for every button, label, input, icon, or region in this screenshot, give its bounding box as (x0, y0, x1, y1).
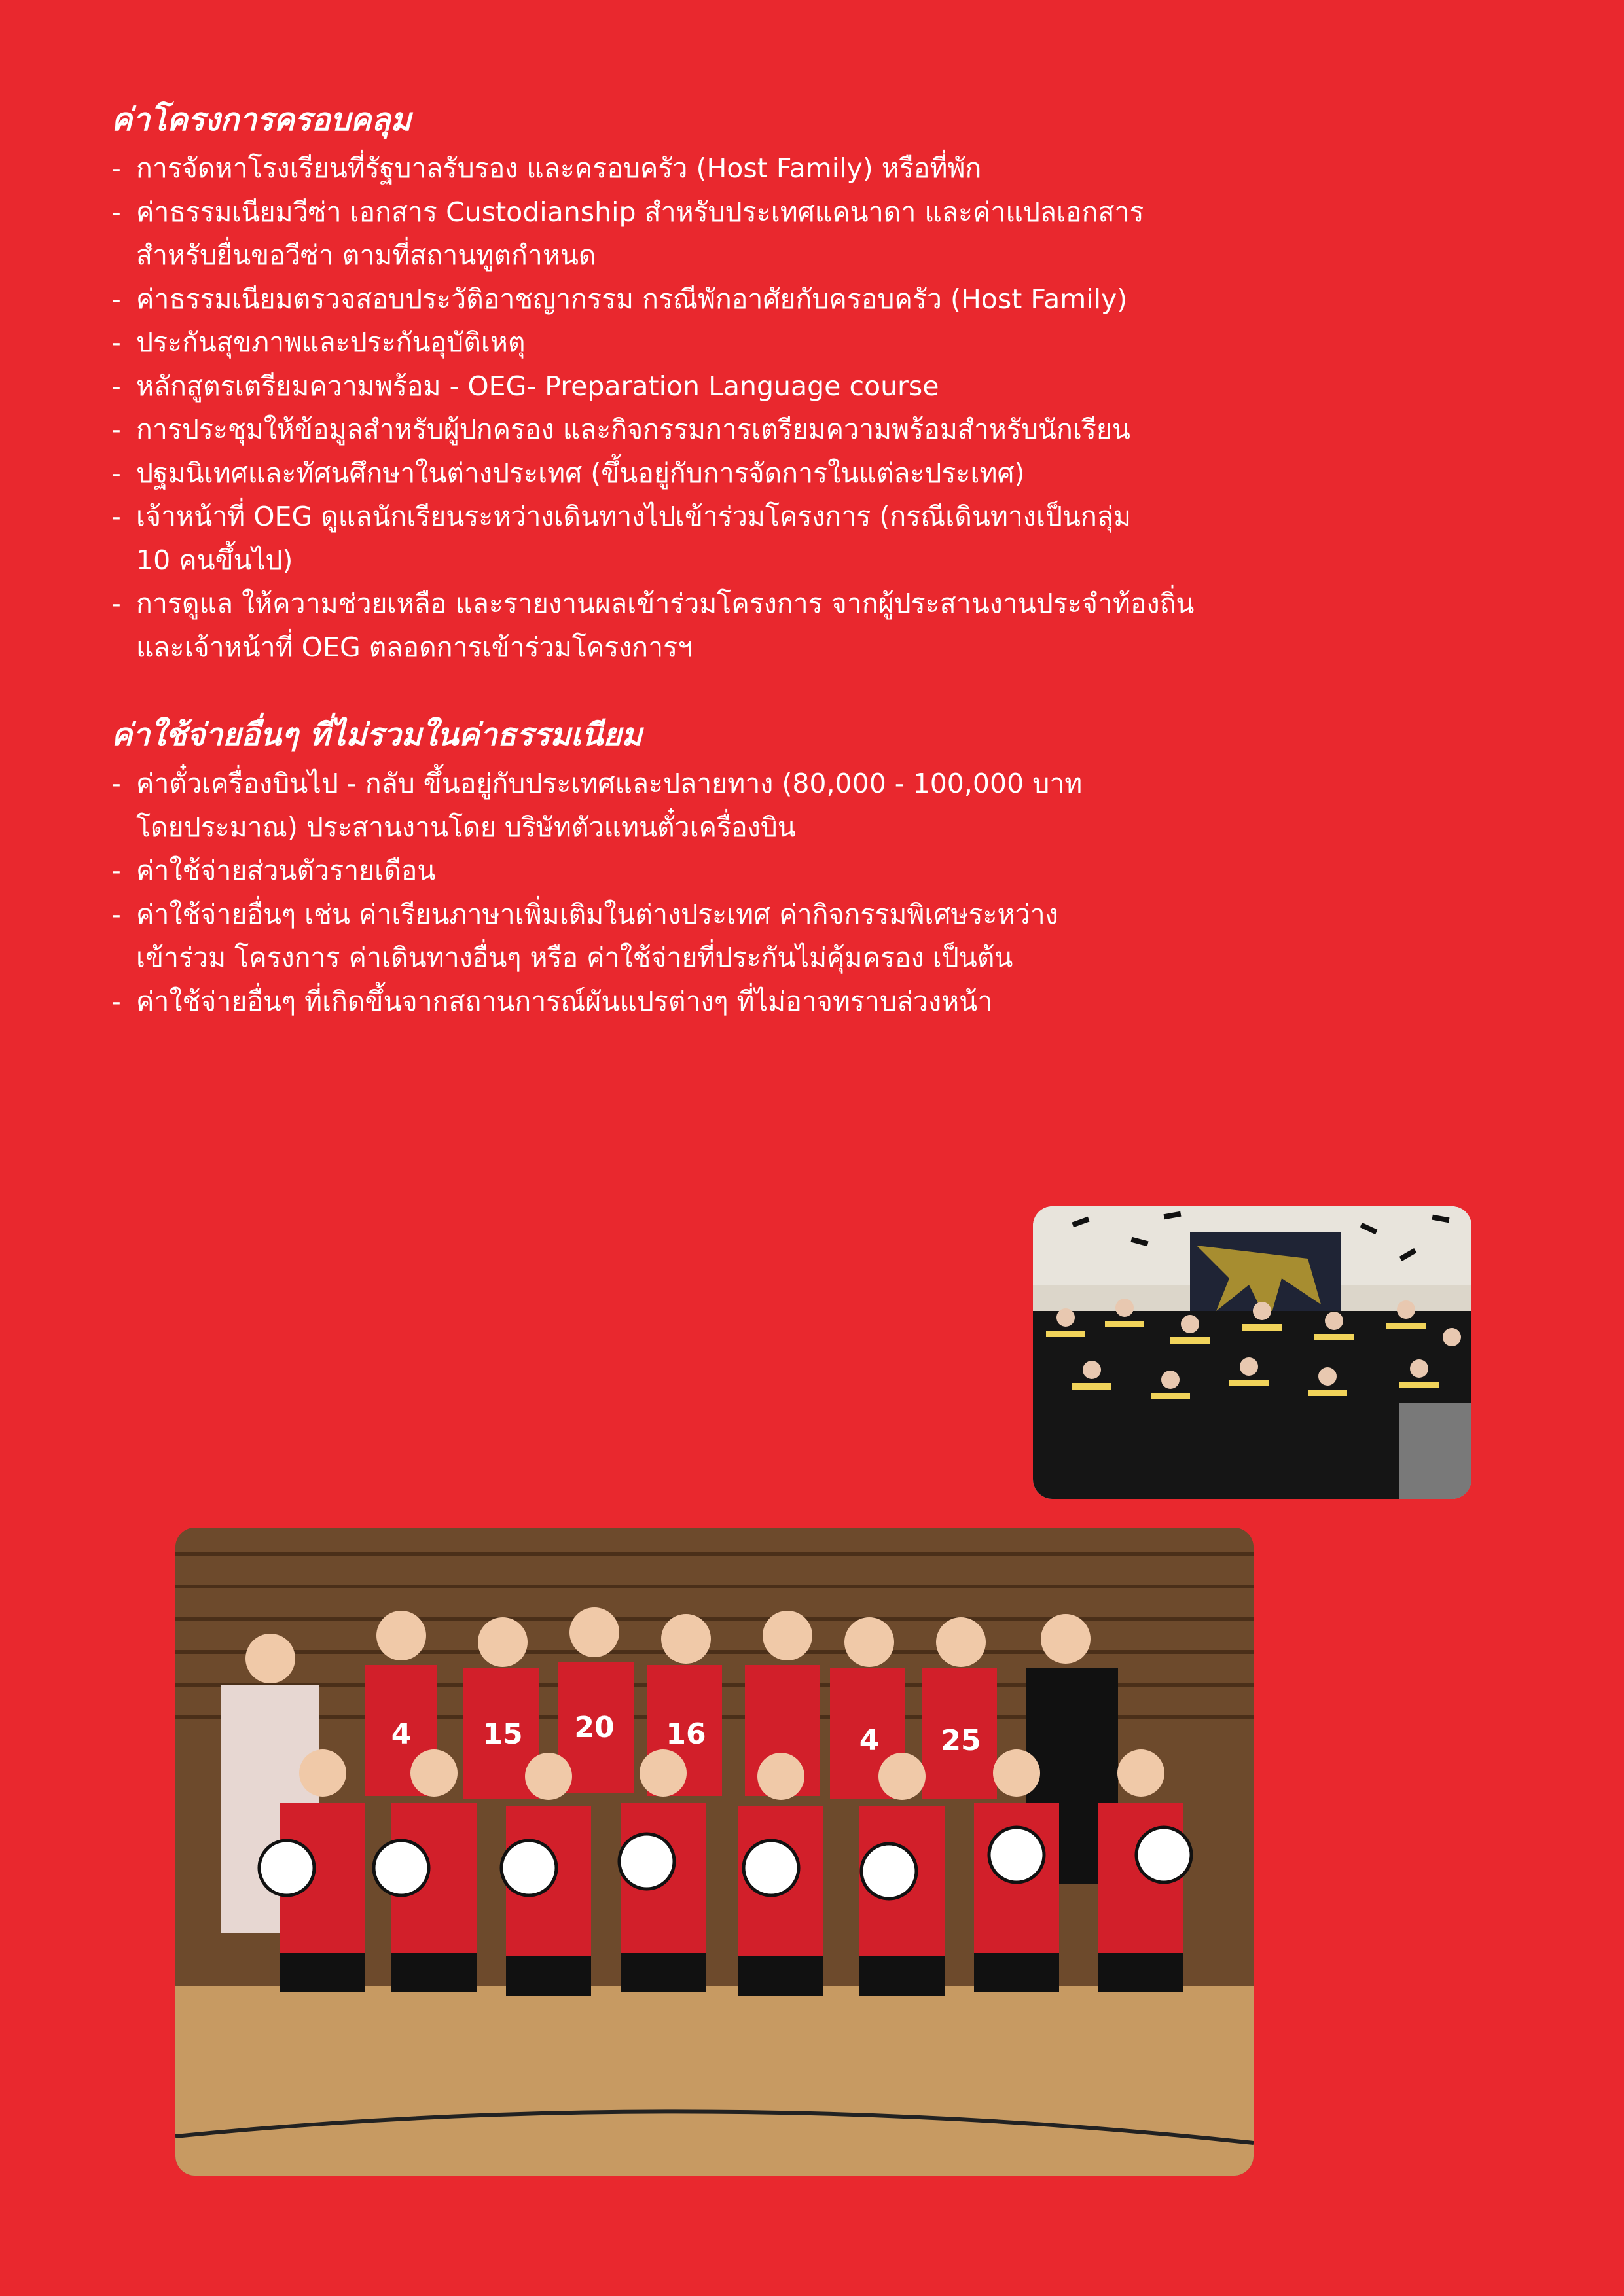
bullet-dash: - (111, 327, 121, 358)
list-item (111, 147, 1486, 190)
graduation-photo (1033, 1206, 1471, 1499)
list-item-line: ค่าตั๋วเครื่องบินไป - กลับ ขึ้นอยู่กับประเทศและปลายทาง (80,000 - 100,000 บาท (136, 768, 1083, 799)
excluded-costs-list (111, 762, 1486, 1023)
list-item-line: และเจ้าหน้าที่ OEG ตลอดการเข้าร่วมโครงการฯ (136, 631, 693, 663)
list-item-line: การจัดหาโรงเรียนที่รัฐบาลรับรอง และครอบครัว (Host Family) หรือที่พัก (136, 152, 982, 184)
list-item (111, 893, 1486, 980)
list-item (111, 495, 1486, 582)
volleyball-photo-illustration (175, 1528, 1254, 2176)
list-item-text (136, 893, 1486, 980)
list-item-line: ปฐมนิเทศและทัศนศึกษาในต่างประเทศ (ขึ้นอยู่กับการจัดการในแต่ละประเทศ) (136, 457, 1025, 489)
list-item-text (136, 582, 1486, 669)
bullet-dash: - (111, 370, 121, 402)
list-item-text (136, 365, 1486, 408)
included-costs-title: ค่าโครงการครอบคลุม (111, 101, 412, 138)
list-item-line: หลักสูตรเตรียมความพร้อม - OEG- Preparation Language course (136, 370, 939, 402)
list-item-line: โดยประมาณ) ประสานงานโดย บริษัทตัวแทนตั๋วเครื่องบิน (136, 811, 796, 843)
list-item-line: ค่าธรรมเนียมวีซ่า เอกสาร Custodianship สำหรับประเทศแคนาดา และค่าแปลเอกสาร (136, 196, 1144, 228)
list-item (111, 849, 1486, 893)
list-item-line: ประกันสุขภาพและประกันอุบัติเหตุ (136, 327, 526, 358)
bullet-dash: - (111, 855, 121, 886)
list-item (111, 365, 1486, 408)
list-item-text (136, 190, 1486, 278)
excluded-costs-title: ค่าใช้จ่ายอื่นๆ ที่ไม่รวมในค่าธรรมเนียม (111, 717, 643, 753)
svg-text:16: 16 (666, 1717, 706, 1751)
list-item-line: เจ้าหน้าที่ OEG ดูแลนักเรียนระหว่างเดินทางไปเข้าร่วมโครงการ (กรณีเดินทางเป็นกลุ่ม (136, 501, 1131, 532)
excluded-costs-section (111, 713, 1486, 1023)
list-item-line: 10 คนขึ้นไป) (136, 544, 293, 576)
bullet-dash: - (111, 457, 121, 489)
list-item (111, 452, 1486, 495)
bullet-dash: - (111, 985, 121, 1017)
list-item-line: การประชุมให้ข้อมูลสำหรับผู้ปกครอง และกิจกรรมการเตรียมความพร้อมสำหรับนักเรียน (136, 414, 1130, 445)
svg-text:20: 20 (574, 1711, 615, 1744)
list-item-text (136, 321, 1486, 365)
list-item-text (136, 147, 1486, 190)
list-item-line: ค่าธรรมเนียมตรวจสอบประวัติอาชญากรรม กรณีพักอาศัยกับครอบครัว (Host Family) (136, 283, 1128, 315)
list-item-text (136, 980, 1486, 1024)
bullet-dash: - (111, 768, 121, 799)
volleyball-team-photo (175, 1528, 1254, 2176)
svg-text:25: 25 (941, 1724, 981, 1757)
svg-text:4: 4 (859, 1724, 880, 1757)
list-item-text (136, 495, 1486, 582)
list-item-text (136, 849, 1486, 893)
included-costs-list (111, 147, 1486, 669)
bullet-dash: - (111, 283, 121, 315)
bullet-dash: - (111, 501, 121, 532)
list-item-text (136, 452, 1486, 495)
list-item-line: ค่าใช้จ่ายอื่นๆ เช่น ค่าเรียนภาษาเพิ่มเติมในต่างประเทศ ค่ากิจกรรมพิเศษระหว่าง (136, 898, 1058, 930)
list-item (111, 408, 1486, 452)
list-item-line: ค่าใช้จ่ายส่วนตัวรายเดือน (136, 855, 436, 886)
svg-text:4: 4 (391, 1717, 412, 1751)
included-costs-section (111, 98, 1486, 669)
list-item-text (136, 278, 1486, 321)
list-item-text (136, 762, 1486, 849)
bullet-dash: - (111, 152, 121, 184)
list-item (111, 321, 1486, 365)
list-item (111, 278, 1486, 321)
list-item-line: การดูแล ให้ความช่วยเหลือ และรายงานผลเข้าร่วมโครงการ จากผู้ประสานงานประจำท้องถิ่น (136, 588, 1195, 619)
graduation-photo-illustration (1033, 1206, 1471, 1499)
bullet-dash: - (111, 414, 121, 445)
list-item (111, 980, 1486, 1024)
list-item-line: ค่าใช้จ่ายอื่นๆ ที่เกิดขึ้นจากสถานการณ์ผันแปรต่างๆ ที่ไม่อาจทราบล่วงหน้า (136, 985, 993, 1017)
bullet-dash: - (111, 588, 121, 619)
list-item (111, 762, 1486, 849)
bullet-dash: - (111, 196, 121, 228)
list-item-text (136, 408, 1486, 452)
svg-text:15: 15 (482, 1717, 523, 1751)
list-item-line: สำหรับยื่นขอวีซ่า ตามที่สถานทูตกำหนด (136, 240, 596, 271)
list-item (111, 190, 1486, 278)
list-item (111, 582, 1486, 669)
bullet-dash: - (111, 898, 121, 930)
list-item-line: เข้าร่วม โครงการ ค่าเดินทางอื่นๆ หรือ ค่าใช้จ่ายที่ประกันไม่คุ้มครอง เป็นต้น (136, 942, 1013, 973)
